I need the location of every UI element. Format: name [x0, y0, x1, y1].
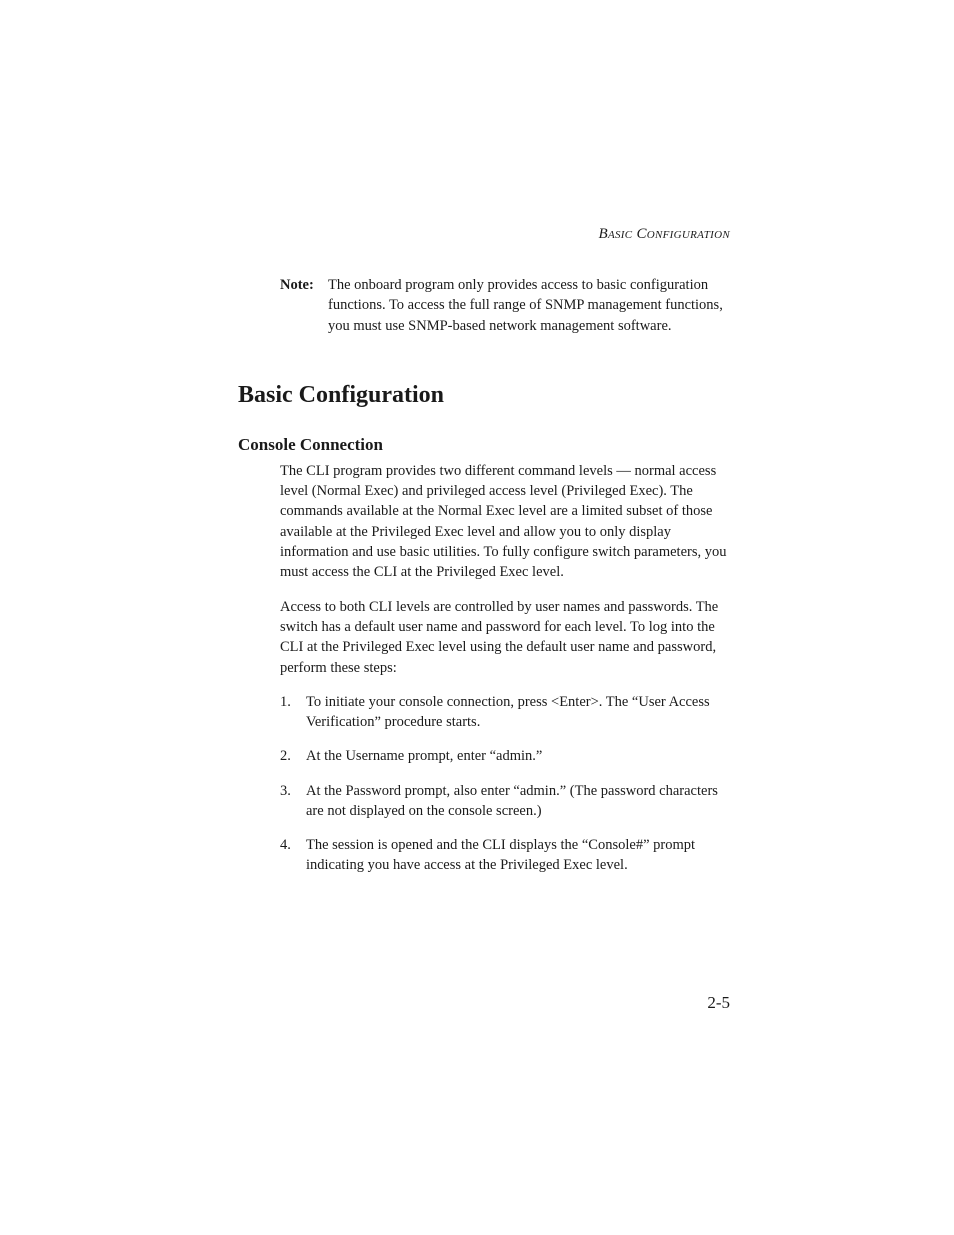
step-text: The session is opened and the CLI displays the “Console#” prompt indicating you have access at the Privileged Exec level. [306, 837, 696, 874]
running-header: Basic Configuration [598, 226, 730, 242]
step-number: 2. [280, 748, 291, 764]
step-item [280, 781, 730, 821]
body-paragraph: Access to both CLI levels are controlled by user names and passwords. The switch has a default user name and password for each level. To log into the CLI at the Privileged Exec level using the default user name and password, perform these steps: [280, 599, 719, 676]
step-text: At the Username prompt, enter “admin.” [306, 748, 543, 764]
page-number: 2-5 [707, 993, 730, 1012]
subsection-title: Console Connection [238, 435, 383, 454]
step-item [280, 835, 730, 875]
note-block [280, 275, 730, 336]
step-text: At the Password prompt, also enter “admin.” (The password characters are not displayed on the console screen.) [306, 783, 718, 820]
note-text: The onboard program only provides access to basic configuration functions. To access the full range of SNMP management functions, you must use SNMP-based network management software. [328, 277, 723, 334]
step-number: 4. [280, 837, 291, 853]
step-item [280, 692, 730, 732]
note-label: Note: [280, 277, 314, 293]
step-number: 1. [280, 694, 291, 710]
section-title: Basic Configuration [238, 382, 445, 408]
body-paragraph: The CLI program provides two different command levels — normal access level (Normal Exec) and privileged access level (Privileged Exec). The commands available at the Normal Exec level are a limited subset of those available at the Privileged Exec level and allow you to only display information and use basic utilities. To fully configure switch parameters, you must access the CLI at the Privileged Exec level. [280, 463, 727, 581]
step-item [280, 746, 730, 766]
step-text: To initiate your console connection, press <Enter>. The “User Access Verification” procedure starts. [306, 694, 710, 731]
step-number: 3. [280, 783, 291, 799]
